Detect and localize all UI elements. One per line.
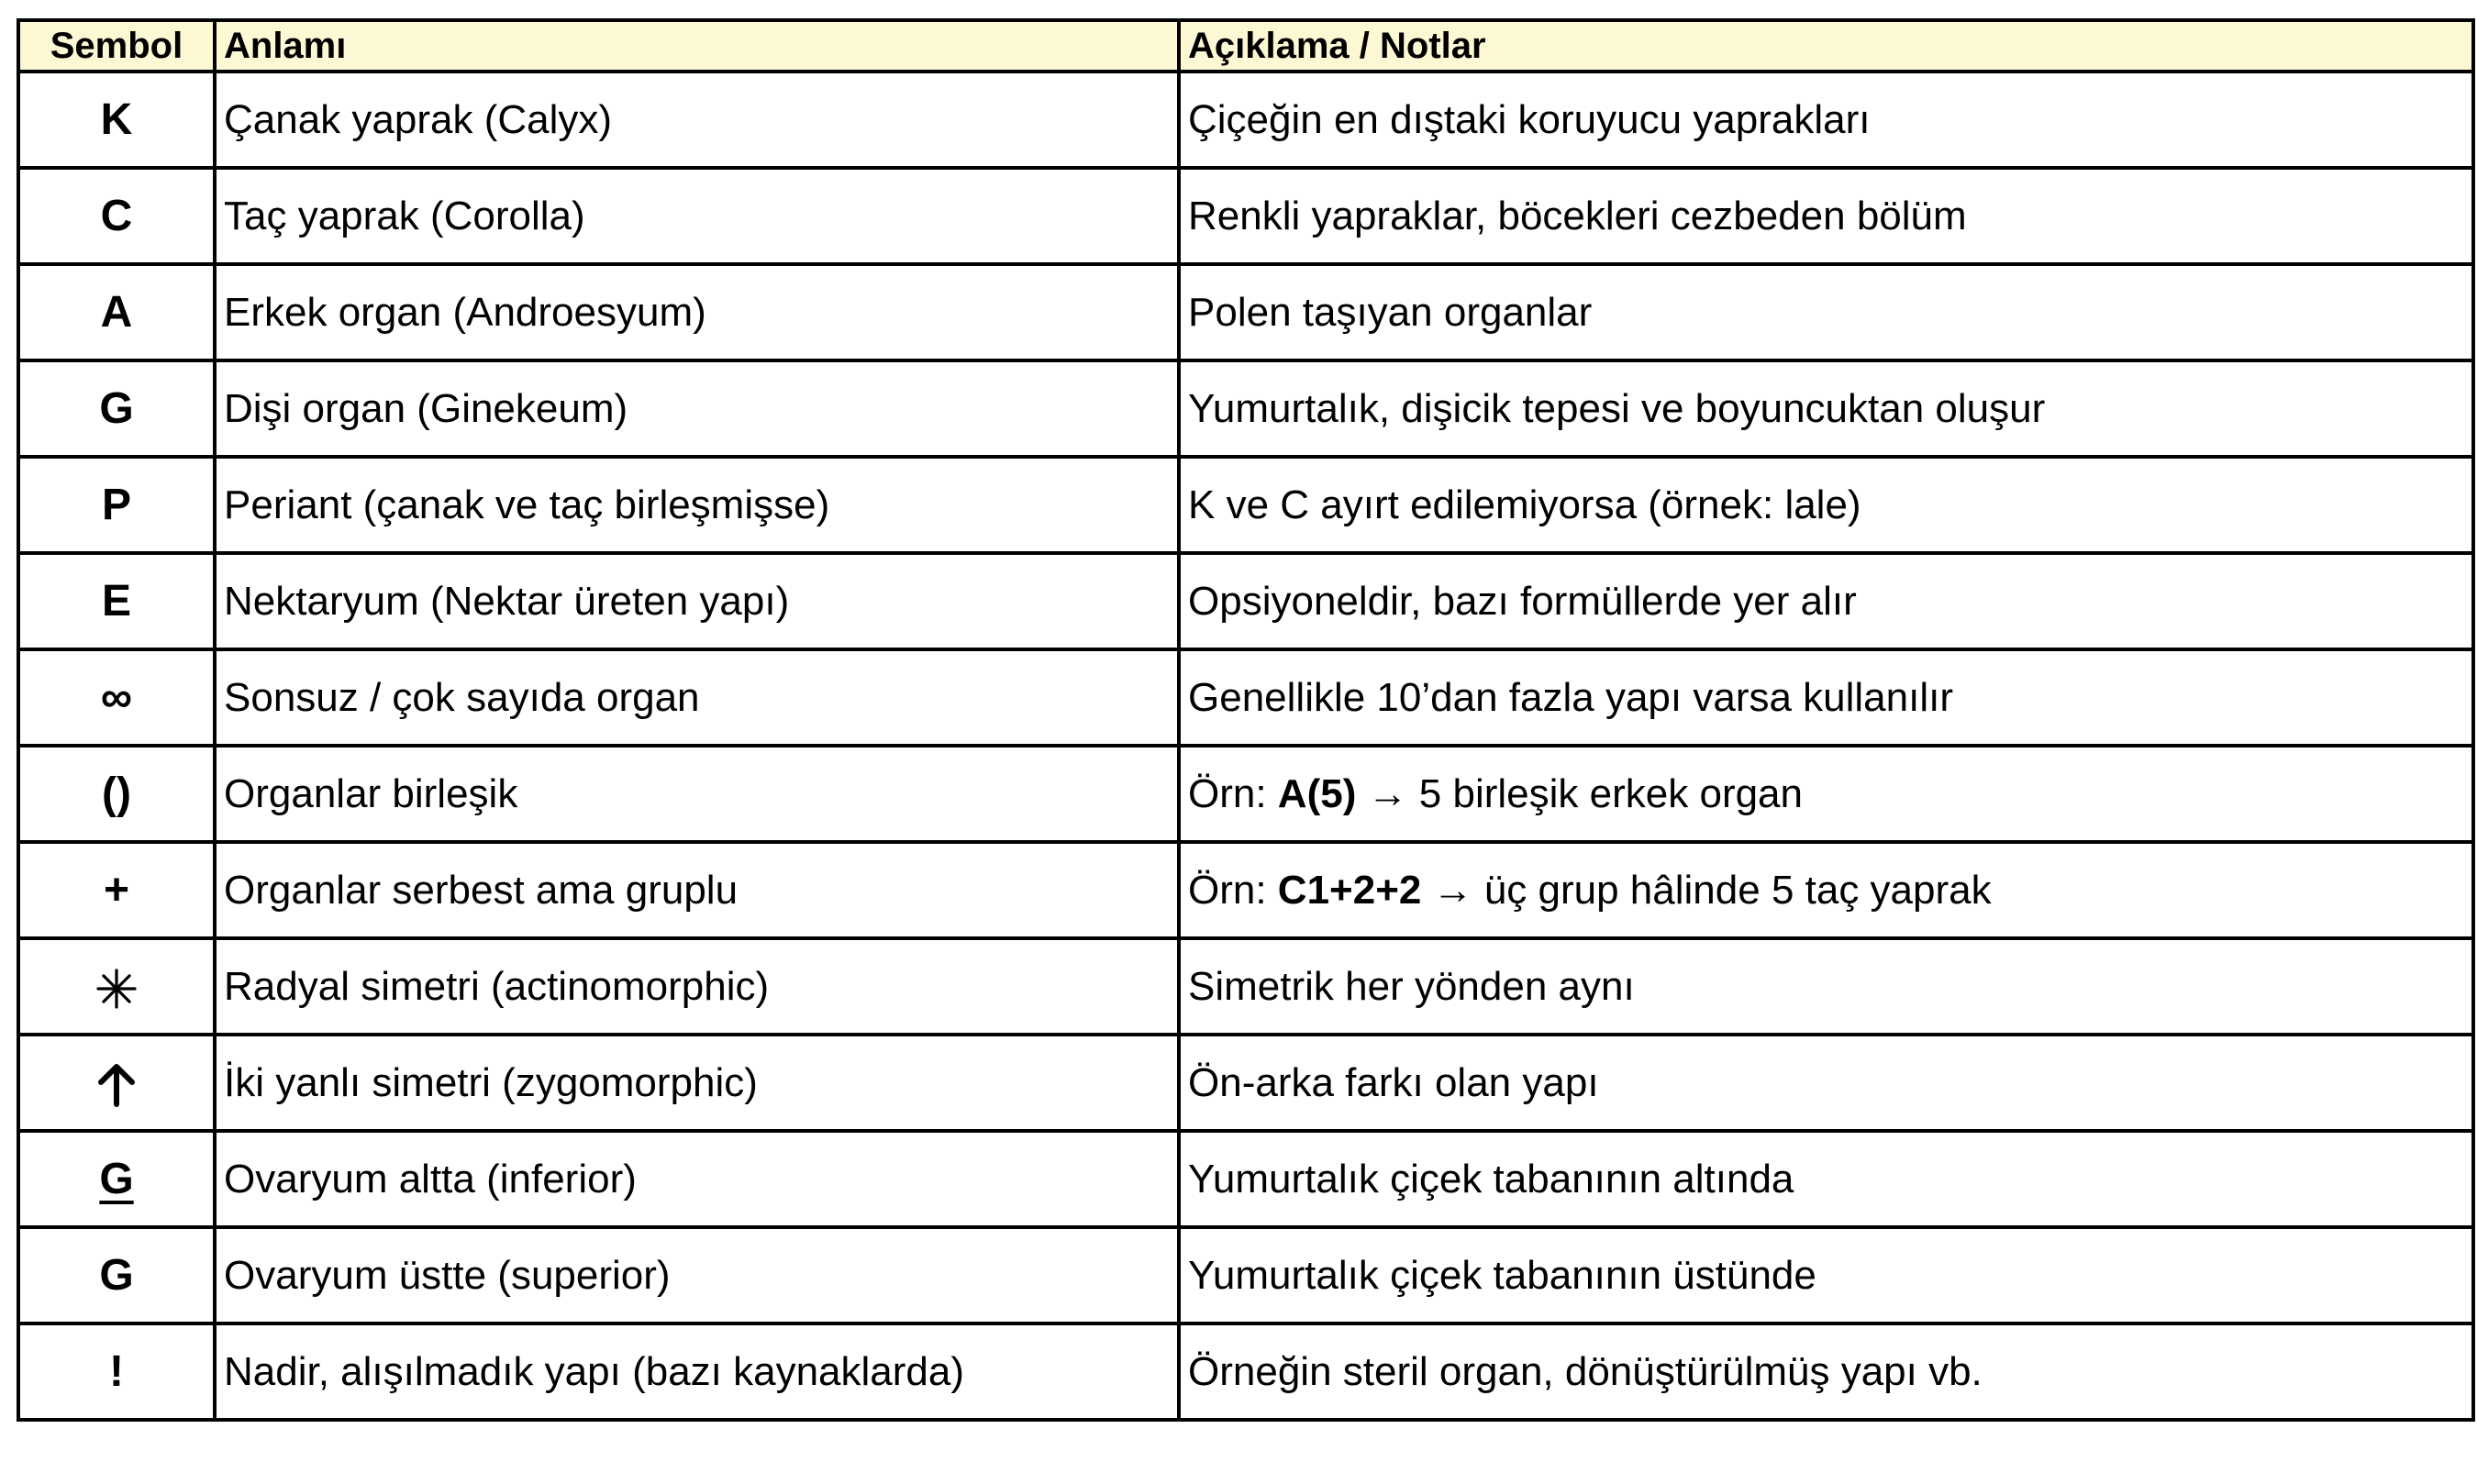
notes-cell: Yumurtalık çiçek tabanının altında (1179, 1131, 2473, 1227)
notes-cell (1179, 842, 2473, 938)
meaning-cell: Radyal simetri (actinomorphic) (215, 938, 1179, 1035)
header-symbol: Sembol (18, 20, 215, 72)
notes-cell: Yumurtalık, dişicik tepesi ve boyuncuktan oluşur (1179, 360, 2473, 457)
notes-cell: Çiçeğin en dıştaki koruyucu yaprakları (1179, 72, 2473, 168)
notes-cell: Örneğin steril organ, dönüştürülmüş yapı vb. (1179, 1323, 2473, 1420)
table-row (18, 938, 2473, 1035)
table-row (18, 1131, 2473, 1227)
table-row (18, 360, 2473, 457)
header-notes: Açıklama / Notlar (1179, 20, 2473, 72)
underlined-symbol: G (99, 1155, 134, 1203)
meaning-cell: Erkek organ (Androesyum) (215, 264, 1179, 360)
table-row (18, 1227, 2473, 1323)
meaning-cell: Nadir, alışılmadık yapı (bazı kaynaklarda) (215, 1323, 1179, 1420)
table-row (18, 264, 2473, 360)
symbol-cell: K (18, 72, 215, 168)
notes-cell: Polen taşıyan organlar (1179, 264, 2473, 360)
notes-cell: Opsiyoneldir, bazı formüllerde yer alır (1179, 553, 2473, 649)
notes-example-formula: C1+2+2 (1277, 867, 1422, 913)
symbol-cell: ∞ (18, 649, 215, 746)
meaning-cell: Çanak yaprak (Calyx) (215, 72, 1179, 168)
notes-example-formula: A(5) (1277, 770, 1357, 816)
meaning-cell: Taç yaprak (Corolla) (215, 168, 1179, 264)
symbol-cell: G (18, 360, 215, 457)
symbol-cell: () (18, 746, 215, 842)
meaning-cell: Organlar birleşik (215, 746, 1179, 842)
asterisk-icon (95, 962, 138, 1011)
symbol-cell: E (18, 553, 215, 649)
symbol-cell: G (18, 1227, 215, 1323)
symbol-cell: ! (18, 1323, 215, 1420)
table-row (18, 72, 2473, 168)
notes-cell: Genellikle 10’dan fazla yapı varsa kullanılır (1179, 649, 2473, 746)
notes-cell: Simetrik her yönden aynı (1179, 938, 2473, 1035)
table-row (18, 1035, 2473, 1131)
notes-cell: K ve C ayırt edilemiyorsa (örnek: lale) (1179, 457, 2473, 553)
meaning-cell: Ovaryum altta (inferior) (215, 1131, 1179, 1227)
table-row (18, 457, 2473, 553)
meaning-cell: İki yanlı simetri (zygomorphic) (215, 1035, 1179, 1131)
notes-prefix: Örn: (1188, 867, 1278, 913)
notes-cell: Yumurtalık çiçek tabanının üstünde (1179, 1227, 2473, 1323)
header-row (18, 20, 2473, 72)
table-row (18, 168, 2473, 264)
meaning-cell: Periant (çanak ve taç birleşmişse) (215, 457, 1179, 553)
table-row (18, 1323, 2473, 1420)
notes-suffix: → 5 birleşik erkek organ (1356, 770, 1804, 816)
symbol-cell (18, 1035, 215, 1131)
symbol-cell (18, 1131, 215, 1227)
symbol-table-sheet (17, 18, 2471, 1422)
symbol-cell: + (18, 842, 215, 938)
notes-cell: Ön-arka farkı olan yapı (1179, 1035, 2473, 1131)
notes-suffix: → üç grup hâlinde 5 taç yaprak (1421, 867, 1992, 913)
symbol-cell: A (18, 264, 215, 360)
table-row (18, 649, 2473, 746)
table-row (18, 746, 2473, 842)
meaning-cell: Dişi organ (Ginekeum) (215, 360, 1179, 457)
arrow-up-icon (95, 1058, 138, 1107)
header-meaning: Anlamı (215, 20, 1179, 72)
symbol-cell: P (18, 457, 215, 553)
meaning-cell: Nektaryum (Nektar üreten yapı) (215, 553, 1179, 649)
notes-cell (1179, 746, 2473, 842)
notes-cell: Renkli yapraklar, böcekleri cezbeden bölüm (1179, 168, 2473, 264)
symbol-cell (18, 938, 215, 1035)
notes-prefix: Örn: (1188, 770, 1278, 816)
symbol-cell: C (18, 168, 215, 264)
flower-formula-symbol-table (17, 18, 2475, 1422)
meaning-cell: Organlar serbest ama gruplu (215, 842, 1179, 938)
meaning-cell: Ovaryum üstte (superior) (215, 1227, 1179, 1323)
table-row (18, 842, 2473, 938)
table-row (18, 553, 2473, 649)
meaning-cell: Sonsuz / çok sayıda organ (215, 649, 1179, 746)
